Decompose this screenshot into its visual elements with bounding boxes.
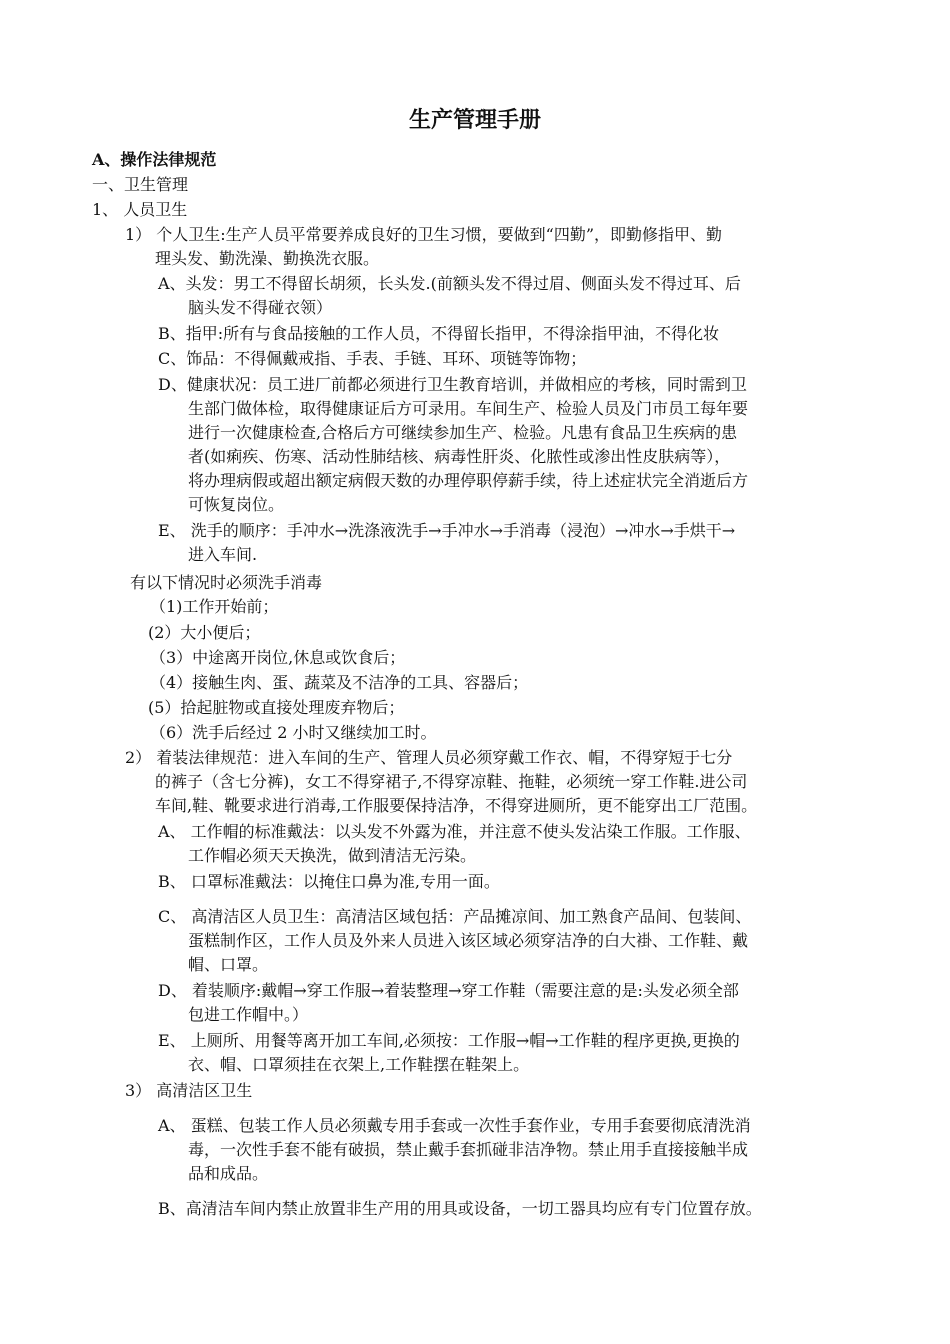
paragraph-line: C、饰品：不得佩戴戒指、手表、手链、耳环、项链等饰物； (158, 349, 587, 368)
paragraph-line: 进行一次健康检查,合格后方可继续参加生产、检验。凡患有食品卫生疾病的患 (188, 423, 738, 442)
paragraph-line: 帽、口罩。 (188, 955, 269, 974)
paragraph-line: B、指甲:所有与食品接触的工作人员，不得留长指甲，不得涂指甲油，不得化妆 (158, 324, 720, 343)
wash-heading: 有以下情况时必须洗手消毒 (130, 573, 323, 592)
paragraph-line: E、 上厕所、用餐等离开加工车间,必须按：工作服→帽→工作鞋的程序更换,更换的 (158, 1031, 740, 1050)
paragraph-line: D、 着装顺序:戴帽→穿工作服→着装整理→穿工作鞋（需要注意的是:头发必须全部 (158, 981, 739, 1000)
paragraph-line: 者(如痢疾、伤寒、活动性肺结核、病毒性肝炎、化脓性或渗出性皮肤病等）， (188, 447, 731, 466)
section-heading: A、操作法律规范 (92, 150, 217, 169)
paragraph-line: 可恢复岗位。 (188, 495, 285, 514)
paragraph-line: D、健康状况：员工进厂前都必须进行卫生教育培训，并做相应的考核，同时需到卫 (158, 375, 747, 394)
paragraph-line: 工作帽必须天天换洗，做到清洁无污染。 (188, 846, 477, 865)
paragraph-line: 脑头发不得碰衣领） (188, 298, 333, 317)
paragraph-line: 2） 着装法律规范：进入车间的生产、管理人员必须穿戴工作衣、帽，不得穿短于七分 (125, 748, 733, 767)
paragraph-line: 品和成品。 (188, 1164, 269, 1183)
paragraph-line: 将办理病假或超出额定病假天数的办理停职停薪手续，待上述症状完全消逝后方 (188, 471, 749, 490)
list-item: （4）接触生肉、蛋、蔬菜及不洁净的工具、容器后； (150, 673, 529, 692)
paragraph-line: B、 口罩标准戴法：以掩住口鼻为准,专用一面。 (158, 872, 500, 891)
paragraph-line: 的裤子（含七分裤)，女工不得穿裙子,不得穿凉鞋、拖鞋，必须统一穿工作鞋.进公司 (155, 772, 748, 791)
paragraph-line: E、 洗手的顺序：手冲水→洗涤液洗手→手冲水→手消毒（浸泡）→冲水→手烘干→ (158, 521, 736, 540)
page-title: 生产管理手册 (408, 107, 541, 133)
list-item: （3）中途离开岗位,休息或饮食后； (150, 648, 406, 667)
paragraph-line: A、 工作帽的标准戴法：以头发不外露为准，并注意不使头发沾染工作服。工作服、 (158, 822, 751, 841)
list-item: （1)工作开始前； (150, 597, 279, 616)
subsection-heading: 3） 高清洁区卫生 (125, 1081, 253, 1100)
paragraph-line: A、头发：男工不得留长胡须，长头发.(前额头发不得过眉、侧面头发不得过耳、后 (158, 274, 741, 293)
part-heading: 一、卫生管理 (92, 175, 189, 194)
item-heading: 1、 人员卫生 (92, 200, 188, 219)
list-item: (5）拾起脏物或直接处理废弃物后； (148, 698, 405, 717)
paragraph-line: 衣、帽、口罩须挂在衣架上,工作鞋摆在鞋架上。 (188, 1055, 530, 1074)
list-item: (2）大小便后； (148, 623, 261, 642)
paragraph-line: C、 高清洁区人员卫生：高清洁区域包括：产品摊凉间、加工熟食产品间、包装间、 (158, 907, 752, 926)
paragraph-line: 进入车间. (188, 545, 258, 564)
paragraph-line: 车间,鞋、靴要求进行消毒,工作服要保持洁净，不得穿进厕所，更不能穿出工厂范围。 (155, 796, 758, 815)
paragraph-line: A、 蛋糕、包装工作人员必须戴专用手套或一次性手套作业，专用手套要彻底清洗消 (158, 1116, 751, 1135)
paragraph-line: 1） 个人卫生:生产人员平常要养成良好的卫生习惯，要做到“四勤”，即勤修指甲、勤 (125, 225, 723, 244)
paragraph-line: 蛋糕制作区，工作人员及外来人员进入该区域必须穿洁净的白大褂、工作鞋、戴 (188, 931, 749, 950)
list-item: （6）洗手后经过 2 小时又继续加工时。 (150, 723, 437, 742)
paragraph-line: 包进工作帽中。） (188, 1005, 309, 1024)
paragraph-line: 理头发、勤洗澡、勤换洗衣服。 (155, 249, 380, 268)
paragraph-line: 毒，一次性手套不能有破损，禁止戴手套抓碰非洁净物。禁止用手直接接触半成 (188, 1140, 749, 1159)
paragraph-line: 生部门做体检，取得健康证后方可录用。车间生产、检验人员及门市员工每年要 (188, 399, 749, 418)
paragraph-line: B、高清洁车间内禁止放置非生产用的用具或设备，一切工器具均应有专门位置存放。 (158, 1199, 762, 1218)
